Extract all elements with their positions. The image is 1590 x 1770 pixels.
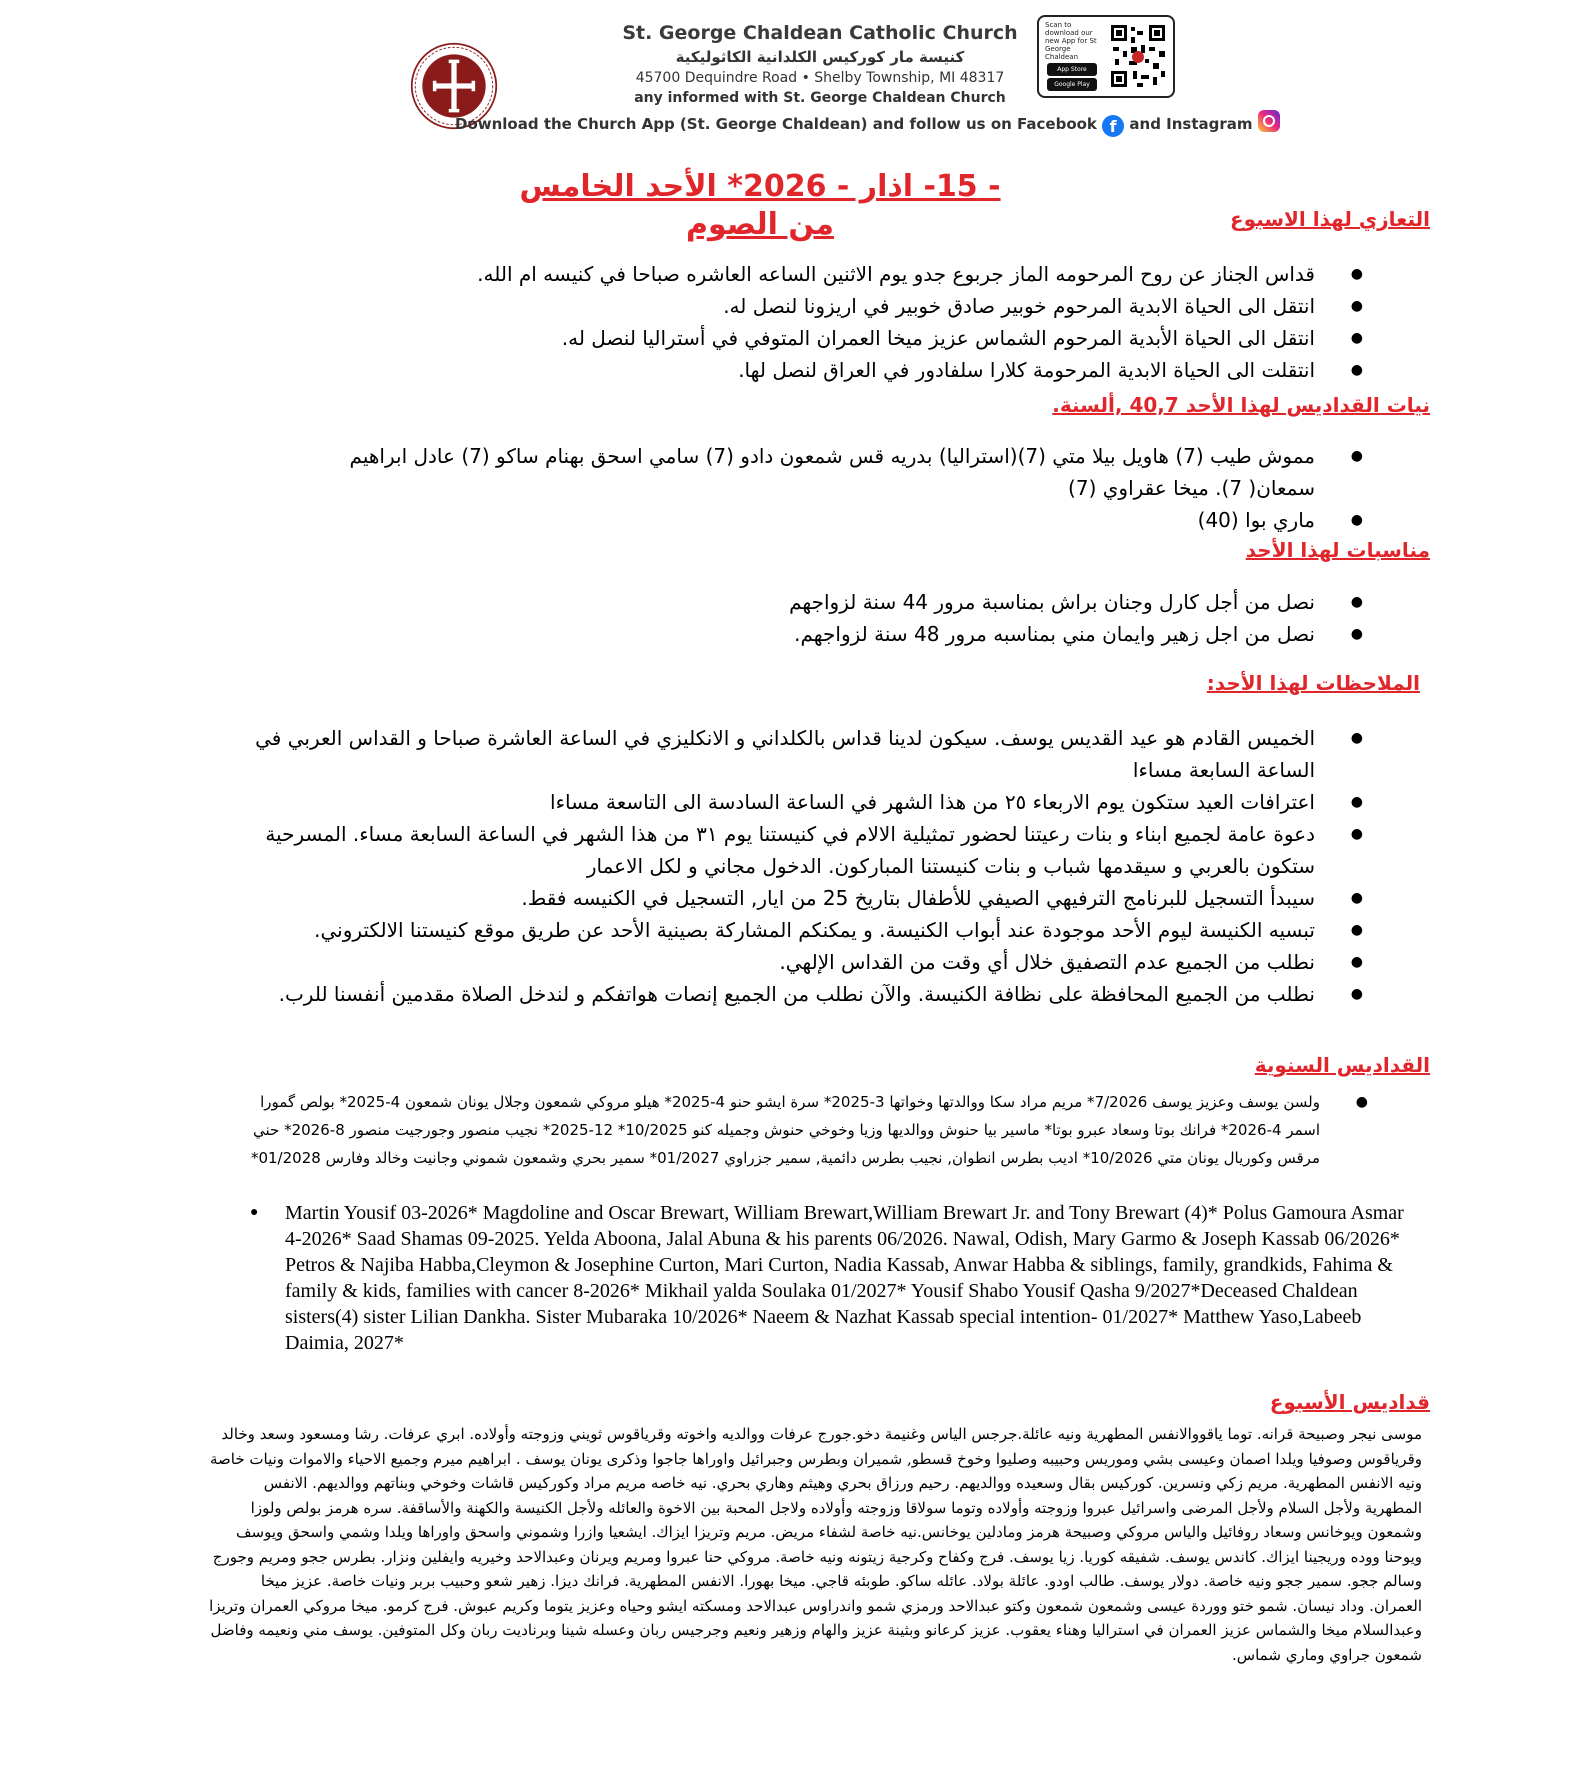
notes-list [225,722,1375,1010]
list-item: ● مموش طيب (7) هاويل بيلا متي (7)(استراليا) بدريه قس شمعون دادو (7) سامي اسحق بهنام ساكو (7) عادل ابراهيم سمعان( 7). ميخا عقراوي (7) [285,440,1375,504]
intentions-list [285,440,1375,536]
list-item: ● سيبدأ التسجيل للبرنامج الترفيهي الصيفي للأطفال بتاريخ 25 من ايار, التسجيل في الكنيسه فقط. [225,882,1375,914]
google-play-badge[interactable]: Google Play [1047,78,1097,91]
list-item: ● انتقلت الى الحياة الابدية المرحومة كلارا سلفادور في العراق لنصل لها. [225,354,1375,386]
scan-text: Scan to download our new App for St George Chaldean [1045,21,1097,61]
list-item: ● نطلب من الجميع عدم التصفيق خلال أي وقت من القداس الإلهي. [225,946,1375,978]
instagram-icon[interactable] [1258,110,1280,132]
list-item: ● ماري بوا (40) [285,504,1375,536]
church-name-en: St. George Chaldean Catholic Church [622,22,1018,44]
list-item: ● اعترافات العيد ستكون يوم الاربعاء ٢٥ من هذا الشهر في الساعة السادسة الى التاسعة مساءا [225,786,1375,818]
church-name-ar: كنيسة مار كوركيس الكلدانية الكاثوليكية [675,48,965,66]
annual-masses-ar-list [250,1088,1380,1172]
list-item: ● انتقل الى الحياة الأبدية المرحوم الشماس عزيز ميخا العمران المتوفي في أستراليا لنصل له. [225,322,1375,354]
weekly-masses-heading: قداديس الأسبوع [1269,1390,1430,1414]
app-store-badge[interactable]: App Store [1047,63,1097,76]
list-item: ● انتقل الى الحياة الابدية المرحوم خوبير صادق خوبير في اريزونا لنصل له. [225,290,1375,322]
list-item: ● الخميس القادم هو عيد القديس يوسف. سيكون لدينا قداس بالكلداني و الانكليزي في الساعة العاشرة صباحا و القداس العربي في الساعة السابعة مساءا [225,722,1375,786]
church-address: 45700 Dequindre Road • Shelby Township, MI 48317 [635,70,1005,86]
condolences-list [225,258,1375,386]
page-title: - 15- اذار - 2026* الأحد الخامس من الصوم [519,169,1001,242]
list-item: ● نصل من أجل كارل وجنان براش بمناسبة مرور 44 سنة لزواجهم [275,586,1375,618]
list-item: ● دعوة عامة لجميع ابناء و بنات رعيتنا لحضور تمثيلية الالام في كنيستنا يوم ٣١ من هذا الشهر في الساعة السابعة مساء. المسرحية ستكون بالعربي و سيقدمها شباب و بنات كنيستنا المباركون. الدخول مجاني و لكل الاعمار [225,818,1375,882]
occasions-heading: مناسبات لهذا الأحد [1245,538,1430,562]
list-item: ● Martin Yousif 03-2026* Magdoline and Oscar Brewart, William Brewart,William Brewart Jr. and Tony Brewart (4)* Polus Gamoura Asmar 4-2026* Saad Shamas 09-2025. Yelda Aboona, Jalal Abuna & his parents 06/2026. Nawal, Odish, Mary Garmo & Joseph Kassab 06/2026* Petros & Najiba Habba,Cleymon & Josephine Curton, Mari Curton, Nadia Kassab, Anwar Habba & siblings, family, grandkids, Fahima & family & kids, families with cancer 8-2026* Mikhail yalda Soulaka 01/2027* Yousif Shabo Yousif Qasha 9/2027*Deceased Chaldean sisters(4) sister Lilian Dankha. Sister Mubaraka 10/2026* Naeem & Nazhat Kassab special intention- 01/2027* Matthew Yaso,Labeeb Daimia, 2027* [285,1200,1405,1356]
annual-masses-heading: القداديس السنوية [1254,1053,1430,1077]
intentions-heading: نيات القداديس لهذا الأحد 40,7 ,ألسنة. [1052,393,1430,417]
condolences-heading: التعازي لهذا الاسبوع [1230,207,1430,231]
download-line [455,110,1280,137]
download-text: Download the Church App (St. George Chaldean) and follow us on Facebook [455,115,1097,133]
qr-code-icon [1109,23,1167,89]
app-download-box[interactable] [1037,15,1175,98]
notes-heading: الملاحظات لهذا الأحد: [1206,671,1420,695]
list-item: ● نطلب من الجميع المحافظة على نظافة الكنيسة. والآن نطلب من الجميع إنصات هواتفكم و لندخل الصلاة مقدمين أنفسنا للرب. [225,978,1375,1010]
church-header [560,20,1080,108]
weekly-masses-text: موسى نيجر وصبيحة قرانه. توما ياقووالانفس المطهرية ونيه عائلة.جرجس الياس وغنيمة دخو.جورج عرفات ووالديه واخوته وقرياقوس ثويني وزوجته وأولاده. ابري عرفات. رشا ومسعود وسعد وخالد وقرياقوس وصوفيا ويلدا اصمان وعيسى بشي وموريس وحبيبه وصليوا وخوخ قسطو, شميران وبطرس وجبرائيل واوراها جاجوا وذكرى يونان يوسف . ابراهيم ميرم وجميع الاحياء والاموات ونيات خاصة ونيه الانفس المطهرية. مريم زكي ونسرين. كوركيس بقال وسعيده ووالديهم. رحيم ورزاق بحري وهيثم وهاري بحري. نيه خاصه مريم مراد وكوركيس قاشات وخوخي وبناتهم ووالديهم. الانفس المطهرية ولأجل السلام ولأجل المرضى واسرائيل عبروا وزوجته وأولاده وتوما سولاقا وزوجته وأولاده ولاجل المحبة بين الاخوة والعائله ولأجل الكنيسة والكهنة والأساقفة. سره هرمز بولص ولوزا وشمعون ويوخانس وسعاد روفائيل والياس مروكي وصبيحة هرمز ومادلين يوخانس.نيه خاصة لشفاء مريض. مريم وتريزا ايزاك. ايشعيا وازرا وشموني واسحق واوراها ويلدا وشمي واسحق ويوسف ويوحنا ووده وريجينا ايزاك. كاندس يوسف. شفيقه كوريا. زيا يوسف. فرج وكفاح وكرجية زيتونه ونيه خاصة. مروكي حنا عبروا ومريم ويرنان وعبدالاحد وخيريه وايفلين ونزار. بطرس ججو ومريم وجورج وسالم ججو. سمير ججو ونيه خاصة. دولار يوسف. طالب اودو. عائلة بولاد. عائله ساكو. طوبئه قاجي. ميخا بهورا. الانفس المطهرية. فرانك ديزا. زهير شعو وحبيب بربر ونيات خاصة. عزيز ميخا العمران. وداد نيسان. شمو ختو ووردة عيسى وشمعون شمعون وكتو عبدالاحد ورمزي شمو واندراوس عبدالاحد ومسكته ايشو وحياه وعزيز يتوما وكريم عبوش. فرج كرمو. ميخا مروكي العمران وتريزا وعبدالسلام ميخا والشماس عزيز العمران في استراليا وهناء يعقوب. عزيز كرعانو وبثينة عزيز والهام وزهير ونعيم وجرجيس ربان وعسله شينا وبرناديت ربان وكل المتوفين. يوسف مني ونعيمه وفاضل شمعون جراوي وماري شماس. [209,1425,1422,1664]
and-instagram-text: and Instagram [1129,115,1253,133]
annual-masses-en-list [285,1200,1405,1356]
list-item: ● نصل من اجل زهير وايمان مني بمناسبه مرور 48 سنة لزواجهم. [275,618,1375,650]
occasions-list [275,586,1375,650]
list-item: ● ولسن يوسف وعزيز يوسف 7/2026* مريم مراد سكا ووالدتها وخواتها 3-2025* سرة ايشو حنو 4-2025* هيلو مروكي شمعون وجلال يونان شمعون 4-2025* بولص گمورا اسمر 4-2026* فرانك بوتا وسعاد عبرو بوتا* ماسير بيا حنوش ووالديها وزيا وخوخي حنوش وجميله كنو 10/2025* 12-2025* نجيب منصور وجورجيت منصور 8-2026* حني مرقس وكوريال يونان متي 10/2026* اديب بطرس انطوان, نجيب بطرس دائمية, سمير جزراوي 01/2027* سمير بحري وشمعون شموني وجانيت وخالد وفارس 01/2028* [250,1088,1380,1172]
informed-line: any informed with St. George Chaldean Church [634,90,1006,106]
facebook-icon[interactable]: f [1102,115,1124,137]
list-item: ● تبسيه الكنيسة ليوم الأحد موجودة عند أبواب الكنيسة. و يمكنكم المشاركة بصينية الأحد عن طريق موقع كنيستنا الالكتروني. [225,914,1375,946]
list-item: ● قداس الجناز عن روح المرحومه الماز جربوع جدو يوم الاثنين الساعه العاشره صباحا في كنيسه ام الله. [225,258,1375,290]
